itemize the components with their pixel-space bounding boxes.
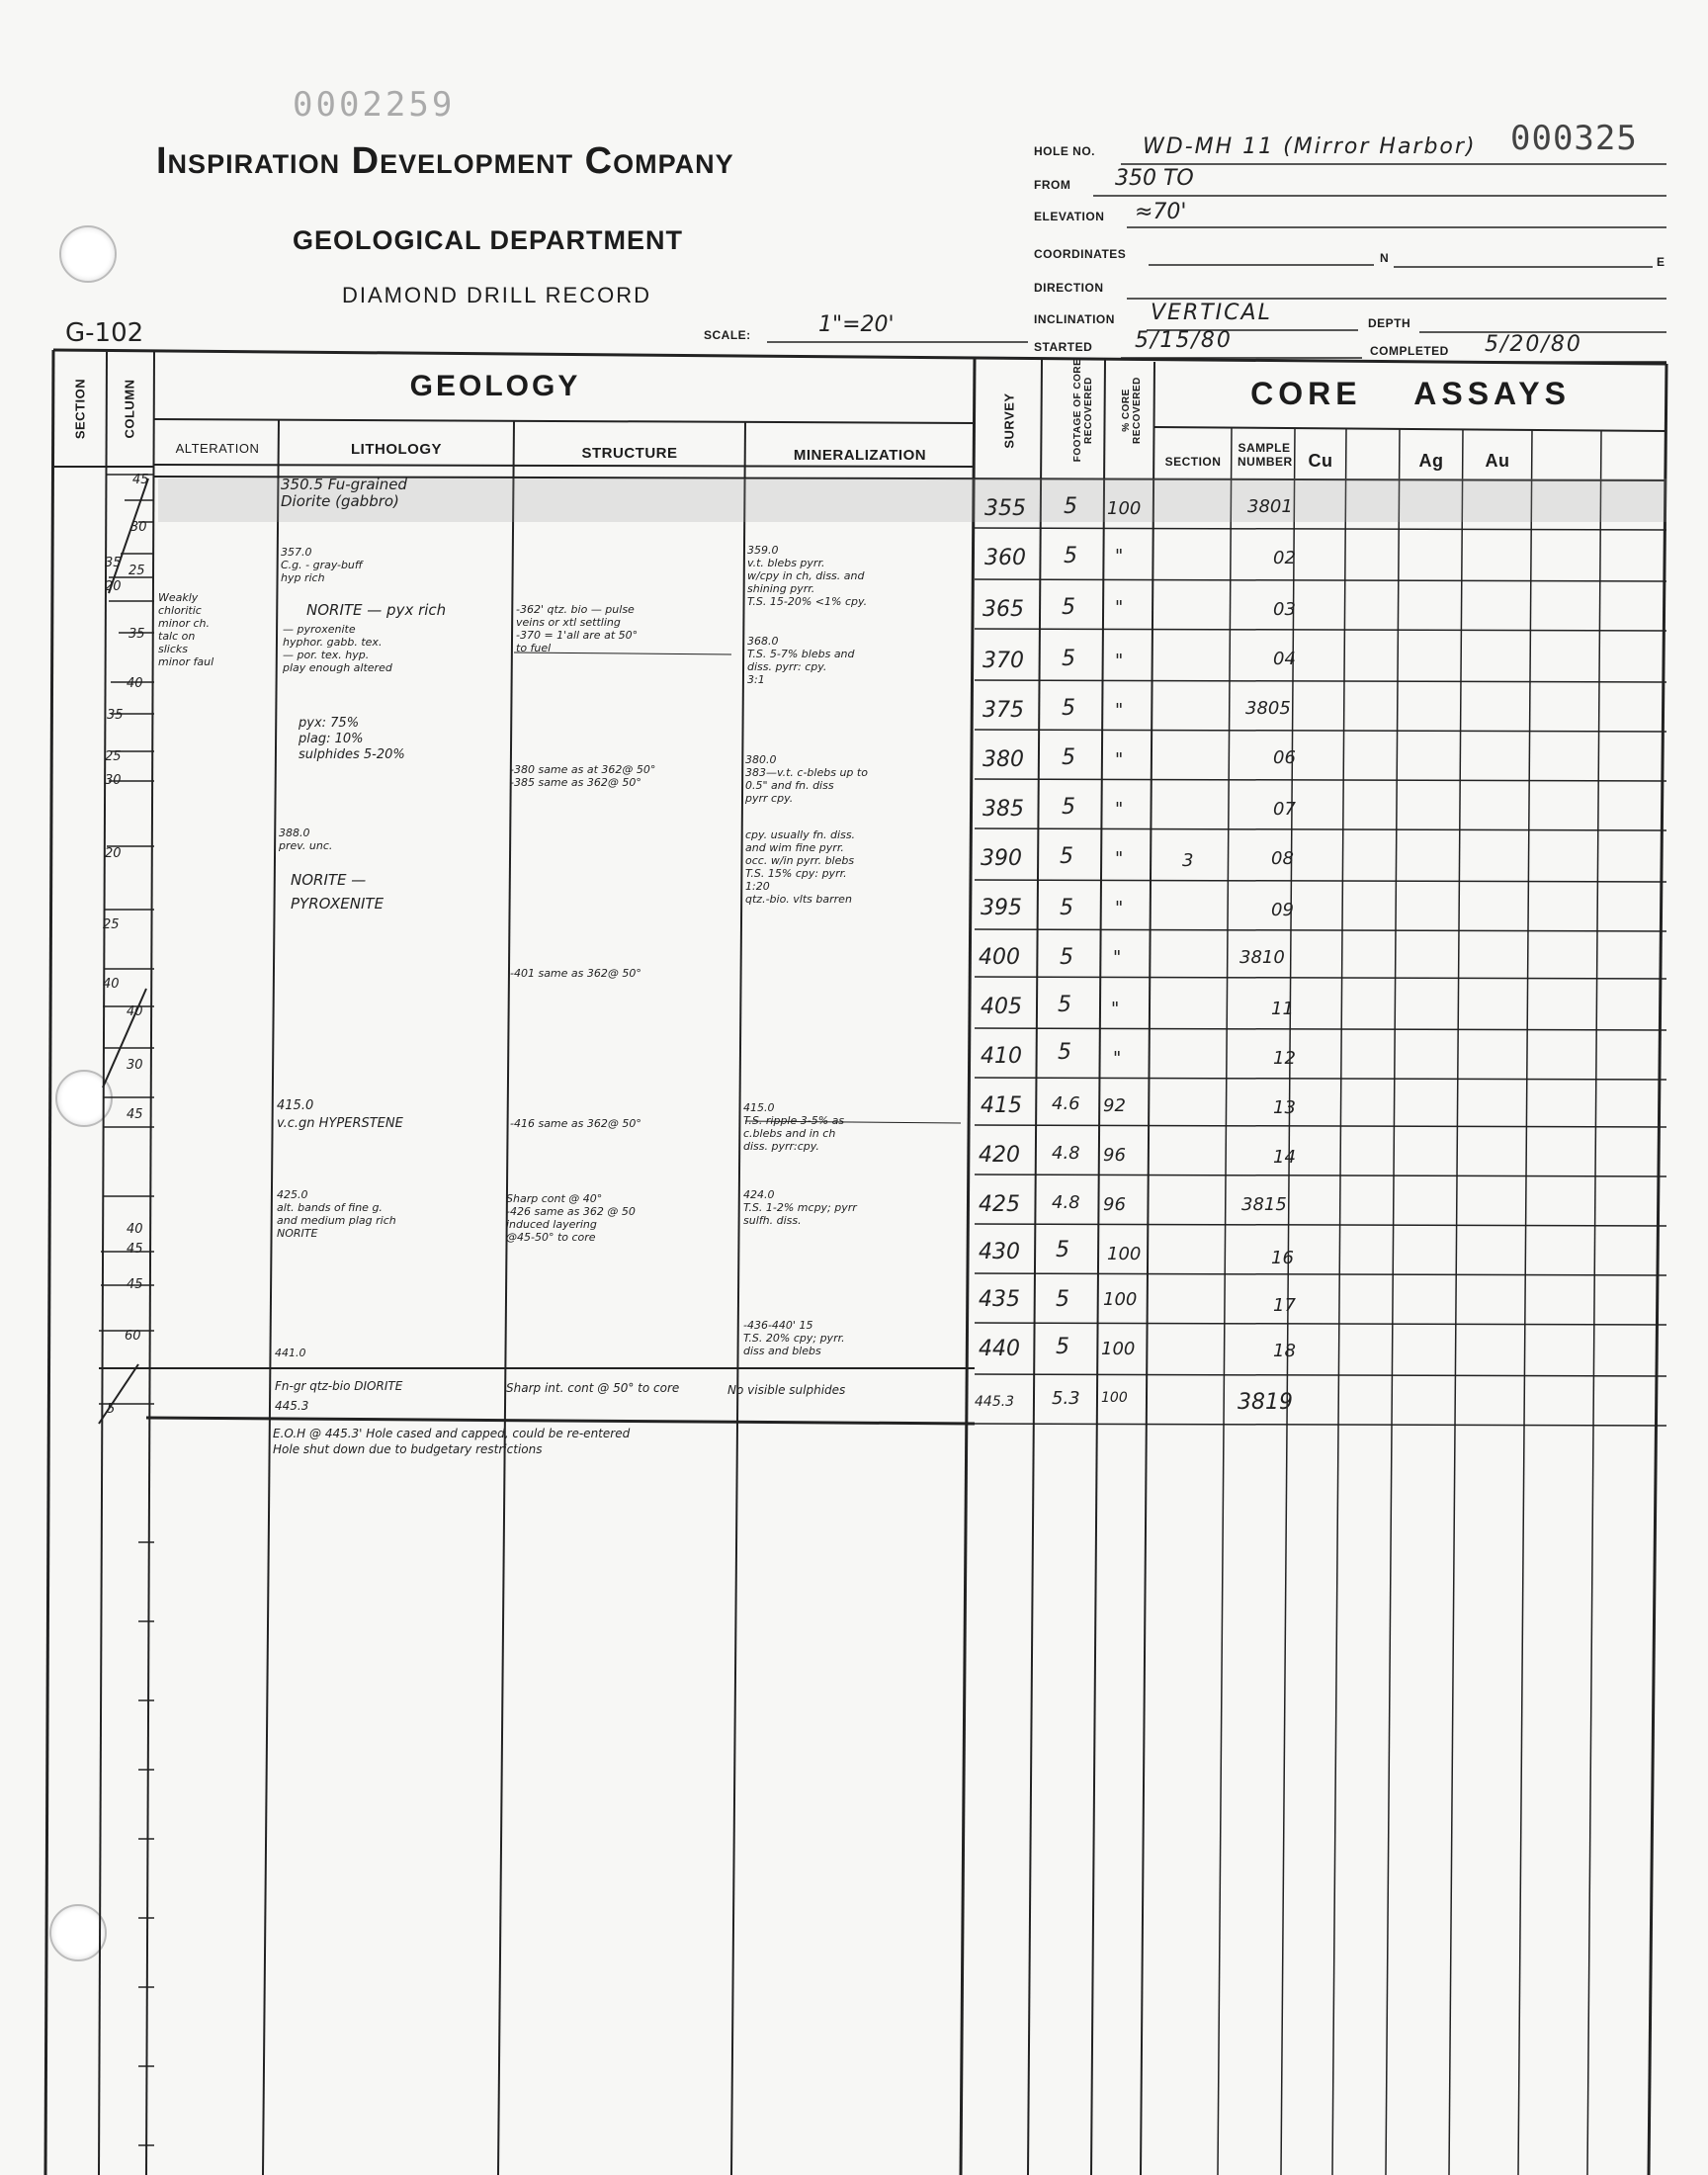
footage-cell: 5 <box>1062 647 1075 671</box>
inclination-value: VERTICAL <box>1151 301 1272 325</box>
column-angle: 60 <box>125 1329 141 1344</box>
lithology-entry: — pyroxenite hyphor. gabb. tex. — por. tex. hyp. play enough altered <box>283 623 392 674</box>
footage-cell: 5.3 <box>1052 1388 1080 1409</box>
elevation-value: ≈70' <box>1135 200 1187 224</box>
sample-cell: 3801 <box>1247 496 1293 517</box>
mineralization-entry: cpy. usually fn. diss. and wim fine pyrr. occ. w/in pyrr. blebs T.S. 15% cpy: pyrr. 1:20 qtz.-bio. vlts barren <box>745 828 856 906</box>
sample-cell: 08 <box>1271 848 1294 869</box>
footage-cell: 5 <box>1062 595 1075 620</box>
core-recovered-header: % CORE RECOVERED <box>1121 377 1143 444</box>
structure-entry: -416 same as 362@ 50° <box>510 1117 641 1130</box>
lithology-entry: 425.0 alt. bands of fine g. and medium plag rich NORITE <box>277 1188 396 1240</box>
lithology-entry: 350.5 Fu-grained Diorite (gabbro) <box>281 476 407 510</box>
mineralization-entry: 368.0 T.S. 5-7% blebs and diss. pyrr: cpy. 3:1 <box>747 635 855 686</box>
mineralization-entry: 415.0 T.S. ripple 3-5% as c.blebs and in ch diss. pyrr:cpy. <box>743 1101 845 1153</box>
column-angle: 40 <box>127 676 143 691</box>
core-assays-header: CORE ASSAYS <box>1250 376 1571 411</box>
lithology-header: LITHOLOGY <box>351 441 442 458</box>
sample-cell: 02 <box>1273 548 1296 568</box>
survey-cell: 430 <box>979 1240 1020 1264</box>
end-of-hole-note: E.O.H @ 445.3' Hole cased and capped, could be re-entered Hole shut down due to budgetary restrictions <box>273 1427 631 1456</box>
sample-cell: 17 <box>1273 1295 1296 1316</box>
sample-cell: 18 <box>1273 1341 1296 1361</box>
footage-cell: 4.8 <box>1052 1143 1080 1164</box>
mineralization-header: MINERALIZATION <box>793 447 927 464</box>
column-angle: 40 <box>103 977 120 992</box>
survey-cell: 400 <box>979 945 1020 970</box>
survey-cell: 445.3 <box>975 1394 1015 1410</box>
sample-cell: 06 <box>1273 747 1296 768</box>
scale-value: 1"=20' <box>818 312 895 337</box>
scale-label: SCALE: <box>704 328 751 342</box>
pct-cell: " <box>1115 749 1124 770</box>
survey-cell: 405 <box>981 995 1022 1019</box>
structure-entry: -401 same as 362@ 50° <box>510 967 641 980</box>
direction-label: DIRECTION <box>1034 281 1104 295</box>
sample-cell: 04 <box>1273 649 1296 669</box>
footage-cell: 5 <box>1064 544 1077 568</box>
footage-cell: 5 <box>1060 844 1073 869</box>
pct-cell: " <box>1115 546 1124 566</box>
column-angle: 45 <box>127 1242 143 1257</box>
pct-cell: 100 <box>1101 1390 1128 1406</box>
footage-cell: 5 <box>1060 896 1073 920</box>
survey-cell: 415 <box>981 1093 1022 1118</box>
structure-entry: Sharp int. cont @ 50° to core <box>506 1381 680 1395</box>
column-angle: 40 <box>127 1222 143 1237</box>
department-name: GEOLOGICAL DEPARTMENT <box>293 225 684 255</box>
lithology-entry: 357.0 C.g. - gray-buff hyp rich <box>281 546 363 584</box>
stamp-number: 0002259 <box>293 85 456 125</box>
pct-cell: " <box>1115 848 1124 869</box>
lithology-entry: NORITE — pyx rich <box>306 601 447 619</box>
lithology-entry: Fn-gr qtz-bio DIORITE 445.3 <box>275 1379 403 1413</box>
sample-cell: 11 <box>1271 999 1294 1019</box>
column-angle: 20 <box>105 579 122 594</box>
lithology-entry: 441.0 <box>275 1347 306 1359</box>
footage-cell: 5 <box>1062 745 1075 770</box>
form-number: G-102 <box>65 318 144 348</box>
structure-entry: -380 same as at 362@ 50° -385 same as 362@ 50° <box>510 763 656 789</box>
column-angle: 30 <box>105 773 122 788</box>
hole-no-label: HOLE NO. <box>1034 144 1096 158</box>
survey-cell: 390 <box>981 846 1022 871</box>
sample-cell: 14 <box>1273 1147 1296 1168</box>
lithology-entry: 388.0 prev. unc. <box>279 826 333 852</box>
footage-header: FOOTAGE OF CORE RECOVERED <box>1072 358 1094 463</box>
started-value: 5/15/80 <box>1135 328 1233 353</box>
from-value: 350 TO <box>1115 166 1194 191</box>
sample-number-header: SAMPLE NUMBER <box>1238 441 1293 469</box>
footage-cell: 5 <box>1058 1040 1071 1065</box>
coordinates-e: E <box>1657 255 1665 269</box>
column-angle: 5 <box>107 1402 116 1417</box>
survey-cell: 370 <box>982 649 1024 673</box>
sample-cell: 13 <box>1273 1097 1296 1118</box>
survey-cell: 375 <box>982 698 1024 723</box>
pct-cell: 100 <box>1107 498 1142 519</box>
cu-header: Cu <box>1308 451 1333 471</box>
section-cell: 3 <box>1182 850 1194 871</box>
sample-cell: 16 <box>1271 1248 1294 1268</box>
column-angle: 45 <box>127 1277 143 1292</box>
mineralization-entry: 424.0 T.S. 1-2% mcpy; pyrr sulfh. diss. <box>743 1188 857 1227</box>
mineralization-entry: 359.0 v.t. blebs pyrr. w/cpy in ch, diss. and shining pyrr. T.S. 15-20% <1% cpy. <box>747 544 868 608</box>
au-header: Au <box>1485 451 1510 471</box>
footage-cell: 5 <box>1064 494 1077 519</box>
pct-cell: 100 <box>1107 1244 1142 1264</box>
inclination-label: INCLINATION <box>1034 312 1115 326</box>
from-label: FROM <box>1034 178 1071 192</box>
survey-cell: 360 <box>984 546 1026 570</box>
pct-cell: " <box>1113 1048 1122 1069</box>
column-angle: 40 <box>127 1004 143 1019</box>
footage-cell: 5 <box>1058 993 1071 1017</box>
hole-no-value: WD-MH 11 (Mirror Harbor) <box>1143 134 1477 159</box>
company-name: Inspiration Development Company <box>156 140 734 182</box>
pct-cell: " <box>1115 799 1124 820</box>
assay-section-header: SECTION <box>1164 455 1222 469</box>
pct-cell: " <box>1113 947 1122 968</box>
structure-entry: -362' qtz. bio — pulse veins or xtl settling -370 = 1'all are at 50° to fuel <box>516 603 639 654</box>
sample-cell: 3805 <box>1245 698 1291 719</box>
elevation-label: ELEVATION <box>1034 210 1105 223</box>
column-angle: 35 <box>105 556 122 570</box>
lithology-entry: pyx: 75% plag: 10% sulphides 5-20% <box>299 716 405 762</box>
footage-cell: 5 <box>1060 945 1073 970</box>
column-angle: 25 <box>103 917 120 932</box>
column-angle: 25 <box>128 564 145 578</box>
lithology-entry: NORITE — PYROXENITE <box>291 871 384 913</box>
survey-cell: 380 <box>982 747 1024 772</box>
sample-cell: 3815 <box>1241 1194 1287 1215</box>
column-angle: 30 <box>130 520 147 535</box>
column-angle: 35 <box>128 627 145 642</box>
alteration-header: ALTERATION <box>175 441 260 456</box>
footage-cell: 4.8 <box>1052 1192 1080 1213</box>
geology-header: GEOLOGY <box>409 370 581 402</box>
survey-cell: 385 <box>982 797 1024 822</box>
survey-cell: 425 <box>979 1192 1020 1217</box>
footage-cell: 5 <box>1056 1238 1069 1262</box>
column-angle: 30 <box>127 1058 143 1073</box>
survey-header: SURVEY <box>1001 392 1017 449</box>
sample-cell: 3819 <box>1238 1390 1293 1415</box>
structure-entry: Sharp cont @ 40° -426 same as 362 @ 50 induced layering @45-50° to core <box>506 1192 636 1244</box>
pct-cell: " <box>1115 700 1124 721</box>
completed-value: 5/20/80 <box>1485 332 1582 357</box>
sample-cell: 3810 <box>1239 947 1285 968</box>
section-header: SECTION <box>72 378 88 440</box>
sample-cell: 09 <box>1271 900 1294 920</box>
survey-cell: 395 <box>981 896 1022 920</box>
structure-header: STRUCTURE <box>581 445 678 462</box>
depth-label: DEPTH <box>1368 316 1411 330</box>
sample-cell: 07 <box>1273 799 1296 820</box>
pct-cell: 92 <box>1103 1095 1126 1116</box>
page-number: 000325 <box>1510 119 1638 158</box>
column-header: COLUMN <box>122 379 137 439</box>
alteration-notes: Weakly chloritic minor ch. talc on slicks minor faul <box>158 591 214 668</box>
mineralization-entry: -436-440' 15 T.S. 20% cpy; pyrr. diss and blebs <box>743 1319 845 1357</box>
mineralization-entry: 380.0 383—v.t. c-blebs up to 0.5" and fn. diss pyrr cpy. <box>745 753 868 805</box>
column-angle: 25 <box>105 749 122 764</box>
started-label: STARTED <box>1034 340 1093 354</box>
ag-header: Ag <box>1418 451 1444 471</box>
footage-cell: 5 <box>1062 795 1075 820</box>
survey-cell: 355 <box>984 496 1026 521</box>
lithology-entry: 415.0 v.c.gn HYPERSTENE <box>277 1098 403 1131</box>
footage-cell: 5 <box>1056 1335 1069 1359</box>
footage-cell: 4.6 <box>1052 1093 1080 1114</box>
coordinates-label: COORDINATES <box>1034 247 1127 261</box>
pct-cell: " <box>1115 597 1124 618</box>
sample-cell: 03 <box>1273 599 1296 620</box>
column-angle: 45 <box>127 1107 143 1122</box>
column-angle: 45 <box>132 473 149 487</box>
pct-cell: " <box>1111 999 1120 1019</box>
survey-cell: 420 <box>979 1143 1020 1168</box>
pct-cell: 96 <box>1103 1194 1126 1215</box>
pct-cell: " <box>1115 898 1124 918</box>
pct-cell: 100 <box>1101 1339 1136 1359</box>
sample-cell: 12 <box>1273 1048 1296 1069</box>
footage-cell: 5 <box>1056 1287 1069 1312</box>
survey-cell: 365 <box>982 597 1024 622</box>
column-angle: 35 <box>107 708 124 723</box>
pct-cell: " <box>1115 651 1124 671</box>
footage-cell: 5 <box>1062 696 1075 721</box>
column-angle: 20 <box>105 846 122 861</box>
record-type: DIAMOND DRILL RECORD <box>342 283 651 307</box>
mineralization-entry: No visible sulphides <box>727 1383 846 1397</box>
survey-cell: 440 <box>979 1337 1020 1361</box>
survey-cell: 435 <box>979 1287 1020 1312</box>
survey-cell: 410 <box>981 1044 1022 1069</box>
coordinates-n: N <box>1380 251 1390 265</box>
pct-cell: 100 <box>1103 1289 1138 1310</box>
completed-label: COMPLETED <box>1370 344 1449 358</box>
pct-cell: 96 <box>1103 1145 1126 1166</box>
